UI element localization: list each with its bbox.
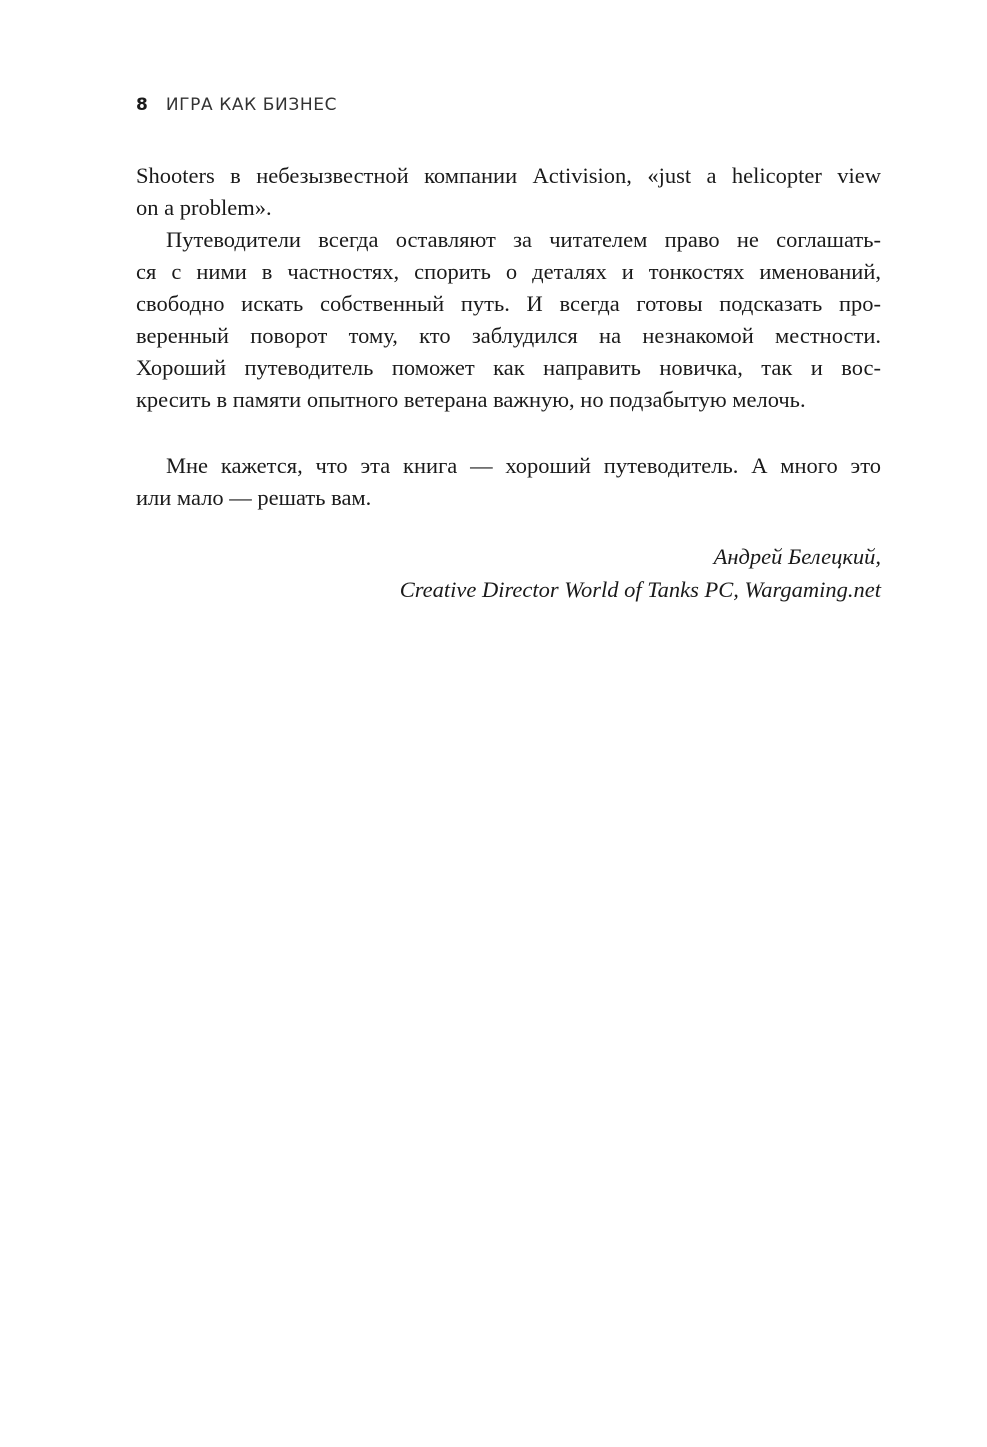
signature-title: Creative Director World of Tanks PC, Wargaming.net <box>399 577 881 602</box>
paragraph-spacer <box>136 416 881 450</box>
text-line: Shooters в небезызвестной компании Activision, «just a helicopter view <box>136 163 881 188</box>
paragraph-3 <box>136 450 881 514</box>
running-head <box>136 93 337 117</box>
text-line: свободно искать собственный путь. И всегда готовы подсказать про- <box>136 291 881 316</box>
text-line: Мне кажется, что эта книга — хороший путеводитель. А много это <box>166 453 881 478</box>
text-line: или мало — решать вам. <box>136 485 372 510</box>
signature-block <box>281 540 881 606</box>
text-line: on a problem». <box>136 195 272 220</box>
signature-name: Андрей Белецкий, <box>713 544 881 569</box>
text-line: кресить в памяти опытного ветерана важную, но подзабытую мелочь. <box>136 387 806 412</box>
paragraph-2 <box>136 224 881 416</box>
page-number: 8 <box>136 95 148 115</box>
running-title: ИГРА КАК БИЗНЕС <box>165 95 338 115</box>
text-line: Путеводители всегда оставляют за читателем право не соглашать- <box>166 227 881 252</box>
body-text <box>136 160 881 514</box>
text-line: веренный поворот тому, кто заблудился на незнакомой местности. <box>136 323 881 348</box>
text-line: ся с ними в частностях, спорить о деталях и тонкостях именований, <box>136 259 881 284</box>
paragraph-1 <box>136 160 881 224</box>
text-line: Хороший путеводитель поможет как направить новичка, так и вос- <box>136 355 881 380</box>
